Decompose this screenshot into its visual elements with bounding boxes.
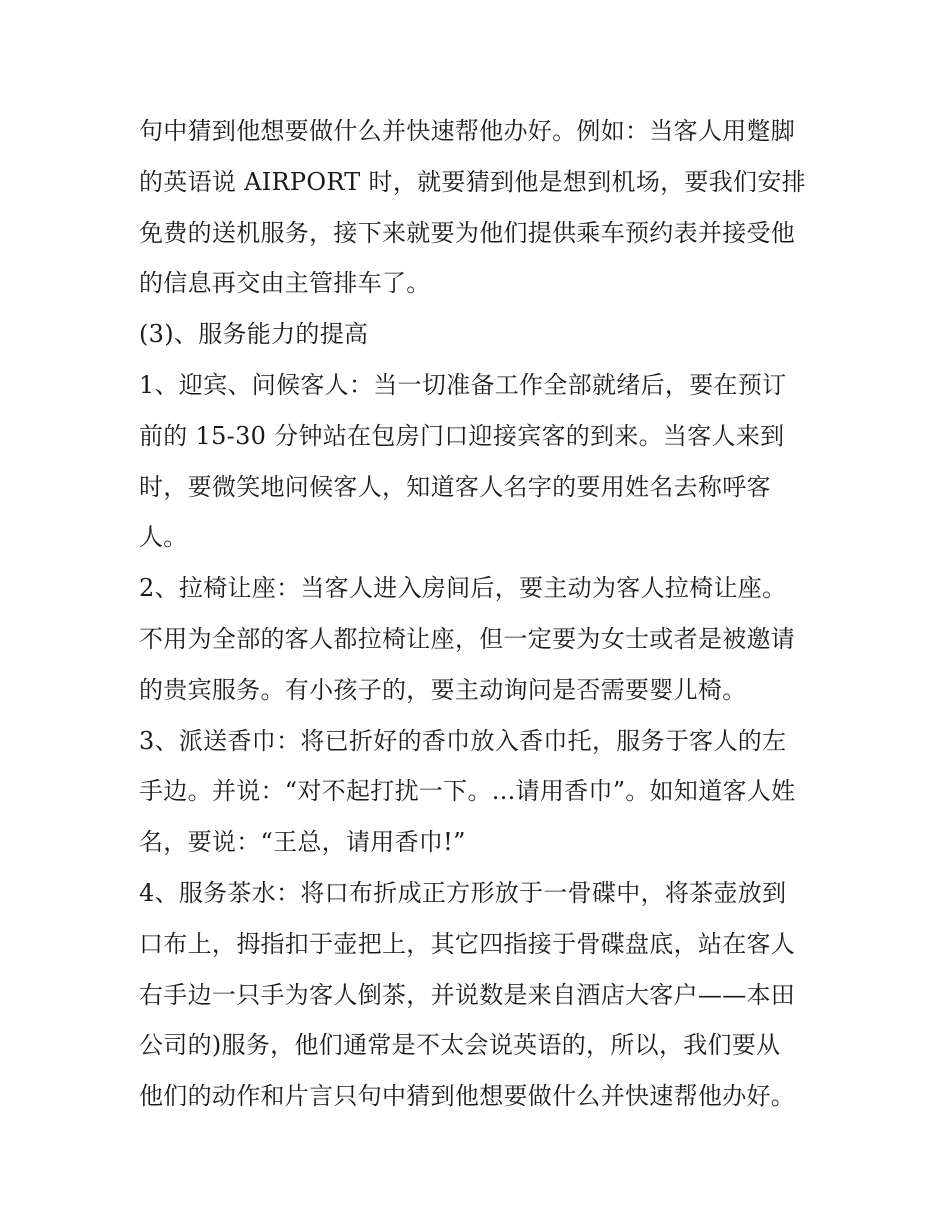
text-line: 2、拉椅让座：当客人进入房间后，要主动为客人拉椅让座。 bbox=[139, 574, 787, 603]
text-line: 3、派送香巾：将已折好的香巾放入香巾托，服务于客人的左 bbox=[139, 726, 787, 755]
text-line: 口布上，拇指扣于壶把上，其它四指接于骨碟盘底，站在客人 bbox=[139, 929, 796, 958]
text-line: 的信息再交由主管排车了。 bbox=[139, 269, 431, 298]
text-line: 免费的送机服务，接下来就要为他们提供乘车预约表并接受他 bbox=[139, 218, 796, 247]
text-line: 他们的动作和片言只句中猜到他想要做什么并快速帮他办好。 bbox=[139, 1082, 796, 1111]
text-line: 公司的)服务，他们通常是不太会说英语的，所以，我们要从 bbox=[139, 1031, 781, 1060]
text-line: 手边。并说：“对不起打扰一下。...请用香巾”。如知道客人姓 bbox=[139, 777, 796, 806]
text-line: 前的 15-30 分钟站在包房门口迎接宾客的到来。当客人来到 bbox=[139, 421, 785, 450]
text-line: 句中猜到他想要做什么并快速帮他办好。例如：当客人用蹩脚 bbox=[139, 117, 796, 145]
section-heading: (3)、服务能力的提高 bbox=[139, 320, 369, 349]
text-line: 名，要说：“王总，请用香巾!” bbox=[139, 828, 466, 857]
text-line: 4、服务茶水：将口布折成正方形放于一骨碟中，将茶壶放到 bbox=[139, 878, 787, 907]
text-line: 不用为全部的客人都拉椅让座，但一定要为女士或者是被邀请 bbox=[139, 624, 796, 653]
text-line: 右手边一只手为客人倒茶，并说数是来自酒店大客户——本田 bbox=[139, 980, 796, 1009]
document-body bbox=[139, 106, 839, 1122]
text-line: 的贵宾服务。有小孩子的，要主动询问是否需要婴儿椅。 bbox=[139, 675, 747, 704]
text-line: 时，要微笑地问候客人，知道客人名字的要用姓名去称呼客 bbox=[139, 472, 771, 501]
text-line: 1、迎宾、问候客人：当一切准备工作全部就绪后，要在预订 bbox=[139, 370, 787, 399]
text-line: 人。 bbox=[139, 523, 188, 552]
text-line: 的英语说 AIRPORT 时，就要猜到他是想到机场，要我们安排 bbox=[139, 167, 806, 196]
